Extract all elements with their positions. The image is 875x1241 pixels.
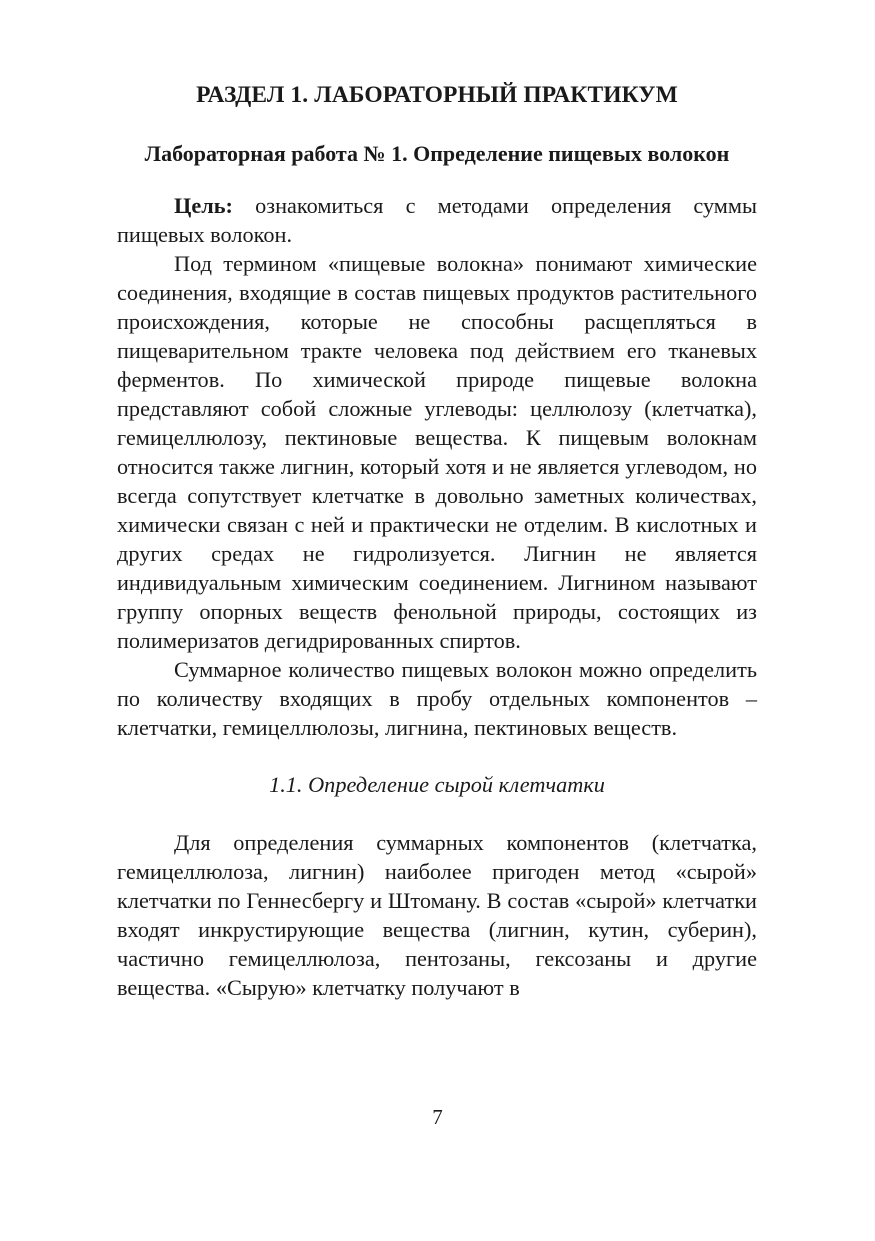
page-content xyxy=(117,78,757,1002)
lab-work-title: Лабораторная работа № 1. Определение пищевых волокон xyxy=(144,141,730,166)
goal-paragraph xyxy=(117,191,757,249)
section-title: РАЗДЕЛ 1. ЛАБОРАТОРНЫЙ ПРАКТИКУМ xyxy=(196,82,678,108)
paragraph-total-fiber: Суммарное количество пищевых волокон можно определить по количеству входящих в пробу отдельных компонентов – клетчатки, гемицеллюлозы, лигнина, пектиновых веществ. xyxy=(117,657,757,740)
subsection-title: 1.1. Определение сырой клетчатки xyxy=(269,772,605,797)
paragraph-crude-fiber: Для определения суммарных компонентов (клетчатка, гемицеллюлоза, лигнин) наиболее пригоден метод «сырой» клетчатки по Геннесбергу и Штоману. В состав «сырой» клетчатки входят инкрустирующие вещества (лигнин, кутин, суберин), частично гемицеллюлоза, пентозаны, гексозаны и другие вещества. «Сырую» клетчатку получают в xyxy=(117,830,757,1000)
goal-text: ознакомиться с методами определения суммы пищевых волокон. xyxy=(117,193,757,247)
page-number: 7 xyxy=(432,1105,443,1129)
goal-label: Цель: xyxy=(174,193,233,218)
body-text xyxy=(117,191,757,1002)
paragraph-dietary-fiber-definition: Под термином «пищевые волокна» понимают химические соединения, входящие в состав пищевых продуктов растительного происхождения, которые не способны расщепляться в пищеварительном тракте человека под действием его тканевых ферментов. По химической природе пищевые волокна представляют собой сложные углеводы: целлюлозу (клетчатка), гемицеллюлозу, пектиновые вещества. К пищевым волокнам относится также лигнин, который хотя и не является углеводом, но всегда сопутствует клетчатке в довольно заметных количествах, химически связан с ней и практически не отделим. В кислотных и других средах не гидролизуется. Лигнин не является индивидуальным химическим соединением. Лигнином называют группу опорных веществ фенольной природы, состоящих из полимеризатов дегидрированных спиртов. xyxy=(117,251,757,653)
